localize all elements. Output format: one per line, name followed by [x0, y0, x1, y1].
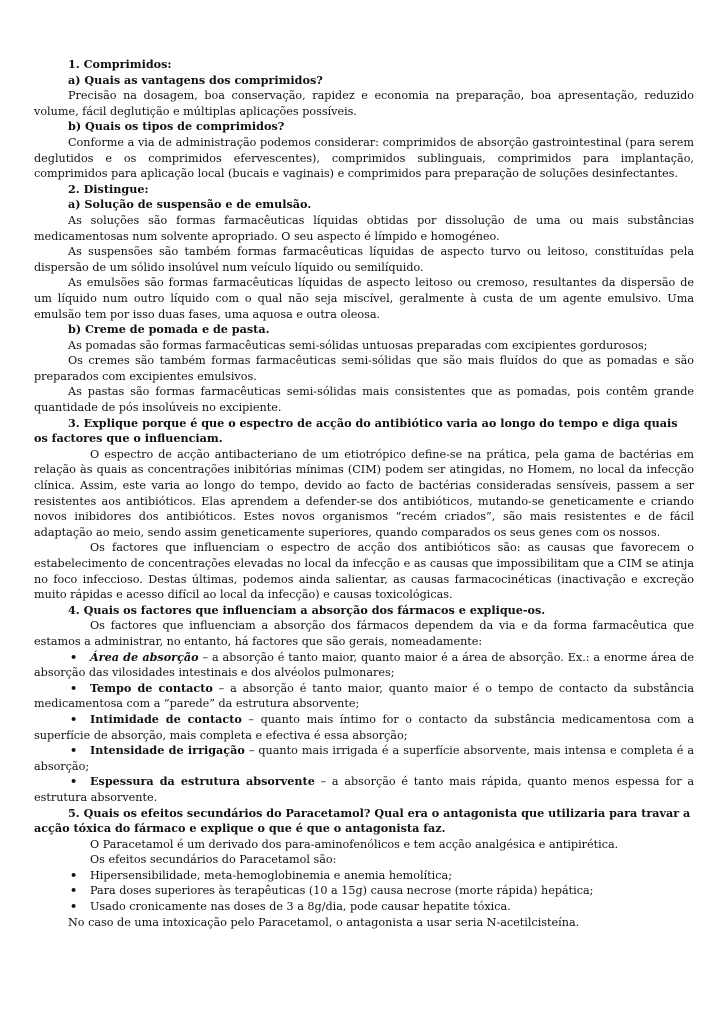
factor-term: Tempo de contacto — [90, 680, 213, 695]
bullet-icon: • — [70, 743, 78, 758]
section-2-pomadas: As pomadas são formas farmacêuticas semi-sólidas untuosas preparadas com excipientes gordurosos; — [68, 338, 648, 352]
factor-text: – a absorção é tanto mais rápida, quanto menos espessa for a estrutura absorvente. — [34, 775, 694, 804]
side-effect-text: Hipersensibilidade, meta-hemoglobinemia e anemia hemolítica; — [90, 868, 452, 882]
absorption-factor-item — [34, 681, 694, 712]
section-2-solucoes: As soluções são formas farmacêuticas líquidas obtidas por dissolução de uma ou mais substâncias medicamentosas num solvente apropriado. O seu aspecto é límpido e homogéneo. — [34, 213, 694, 243]
section-1-heading: 1. Comprimidos: — [68, 57, 172, 71]
side-effect-item — [34, 868, 694, 884]
section-2-cremes: Os cremes são também formas farmacêuticas semi-sólidas que são mais fluídos do que as pomadas e são preparados com excipientes emulsivos. — [34, 354, 694, 383]
section-2-suspensoes: As suspensões são também formas farmacêuticas líquidas de aspecto turvo ou leitoso, constituídas pela dispersão de um sólido insolúvel num veículo líquido ou semilíquido. — [34, 245, 694, 274]
factor-text: – quanto mais irrigada é a superfície absorvente, mais intensa e completa é a absorção; — [34, 744, 694, 773]
absorption-factor-item — [34, 650, 694, 681]
bullet-icon: • — [70, 680, 78, 695]
bullet-icon: • — [70, 774, 78, 789]
absorption-factor-item — [34, 712, 694, 743]
bullet-icon: • — [70, 867, 78, 882]
section-5-antagonist: No caso de uma intoxicação pelo Paracetamol, o antagonista a usar seria N-acetilcisteína. — [68, 915, 580, 929]
section-2-question-a: a) Solução de suspensão e de emulsão. — [68, 197, 312, 212]
factor-term: Área de absorção — [90, 649, 199, 664]
section-2-heading: 2. Distingue: — [68, 181, 149, 196]
bullet-icon: • — [70, 649, 78, 664]
section-4-intro: Os factores que influenciam a absorção dos fármacos dependem da via e da forma farmacêutica que estamos a administrar, no entanto, há factores que são gerais, nomeadamente: — [34, 619, 694, 648]
factor-term: Intensidade de irrigação — [90, 743, 245, 758]
factor-text: – quanto mais íntimo for o contacto da substância medicamentosa com a superfície de absorção, mais completa e efectiva é essa absorção; — [34, 712, 694, 742]
section-1-question-a: a) Quais as vantagens dos comprimidos? — [68, 72, 323, 87]
section-4-heading: 4. Quais os factores que influenciam a absorção dos fármacos e explique-os. — [68, 602, 546, 617]
bullet-icon: • — [70, 899, 78, 914]
section-5-intro: O Paracetamol é um derivado dos para-aminofenólicos e tem acção analgésica e antipirética. — [90, 837, 619, 851]
factor-text: – a absorção é tanto maior, quanto maior é o tempo de contacto da substância medicamentosa com a “parede” da estrutura absorvente; — [34, 681, 694, 711]
section-2-pastas: As pastas são formas farmacêuticas semi-sólidas mais consistentes que as pomadas, pois contêm grande quantidade de pós insolúveis no excipiente. — [34, 385, 694, 415]
bullet-icon: • — [70, 883, 78, 898]
factor-term: Espessura da estrutura absorvente — [90, 774, 315, 789]
section-2-question-b: b) Creme de pomada e de pasta. — [68, 322, 270, 337]
side-effect-text: Para doses superiores às terapêuticas (10 a 15g) causa necrose (morte rápida) hepática; — [90, 884, 594, 898]
side-effect-item — [34, 899, 694, 915]
section-5-heading: 5. Quais os efeitos secundários do Paracetamol? Qual era o antagonista que utilizaria para travar a acção tóxica do fármaco e explique o que é que o antagonista faz. — [34, 805, 691, 836]
absorption-factor-item — [34, 774, 694, 805]
absorption-factor-item — [34, 743, 694, 774]
section-1-answer-a: Precisão na dosagem, boa conservação, rapidez e economia na preparação, boa apresentação, reduzido volume, fácil deglutição e múltiplas aplicações possíveis. — [34, 89, 694, 118]
section-5-effects-title: Os efeitos secundários do Paracetamol são: — [90, 853, 337, 867]
section-1-question-b: b) Quais os tipos de comprimidos? — [68, 119, 285, 134]
factor-term: Intimidade de contacto — [90, 711, 242, 726]
section-1-answer-b: Conforme a via de administração podemos considerar: comprimidos de absorção gastrointestinal (para serem deglutidos e os comprimidos efervescentes), comprimidos sublinguais, comprimidos para implantação, comprimidos para aplicação local (bucais e vaginais) e comprimidos para preparação de soluções desinfectantes. — [34, 135, 694, 181]
factor-text: – a absorção é tanto maior, quanto maior é a área de absorção. Ex.: a enorme área de absorção das vilosidades intestinais e dos alvéolos pulmonares; — [34, 650, 694, 680]
section-3-paragraph-1: O espectro de acção antibacteriano de um etiotrópico define-se na prática, pela gama de bactérias em relação às quais as concentrações inibitórias mínimas (CIM) podem ser atingidas, no Homem, no local da infecção clínica. Assim, este varia ao longo do tempo, devido ao facto de bactérias consideradas sensíveis, passem a ser resistentes aos antibióticos. Elas aprendem a defender-se dos antibióticos, mutando-se geneticamente e criando novos inibidores dos antibióticos. Estes novos organismos “recém criados”, são mais resistentes e de fácil adaptação ao meio, sendo assim geneticamente superiores, quando comparados os seus genes com os nossos. — [34, 447, 694, 539]
section-3-heading: 3. Explique porque é que o espectro de acção do antibiótico varia ao longo do tempo e diga quais os factores que o influenciam. — [34, 415, 678, 446]
side-effect-text: Usado cronicamente nas doses de 3 a 8g/dia, pode causar hepatite tóxica. — [90, 900, 511, 914]
side-effect-item — [34, 883, 694, 899]
bullet-icon: • — [70, 711, 78, 726]
section-2-emulsoes: As emulsões são formas farmacêuticas líquidas de aspecto leitoso ou cremoso, resultantes da dispersão de um líquido num outro líquido com o qual não seja miscível, geralmente à custa de um agente emulsivo. Uma emulsão tem por isso duas fases, uma aquosa e outra oleosa. — [34, 276, 694, 321]
section-3-paragraph-2: Os factores que influenciam o espectro de acção dos antibióticos são: as causas que favorecem o estabelecimento de concentrações elevadas no local da infecção e as causas que impossibilitam que a CIM se atinja no foco infeccioso. Destas últimas, podemos ainda salientar, as causas farmacocinéticas (inactivação e excreção muito rápidas e acesso difícil ao local da infecção) e causas toxicológicas. — [34, 541, 694, 602]
